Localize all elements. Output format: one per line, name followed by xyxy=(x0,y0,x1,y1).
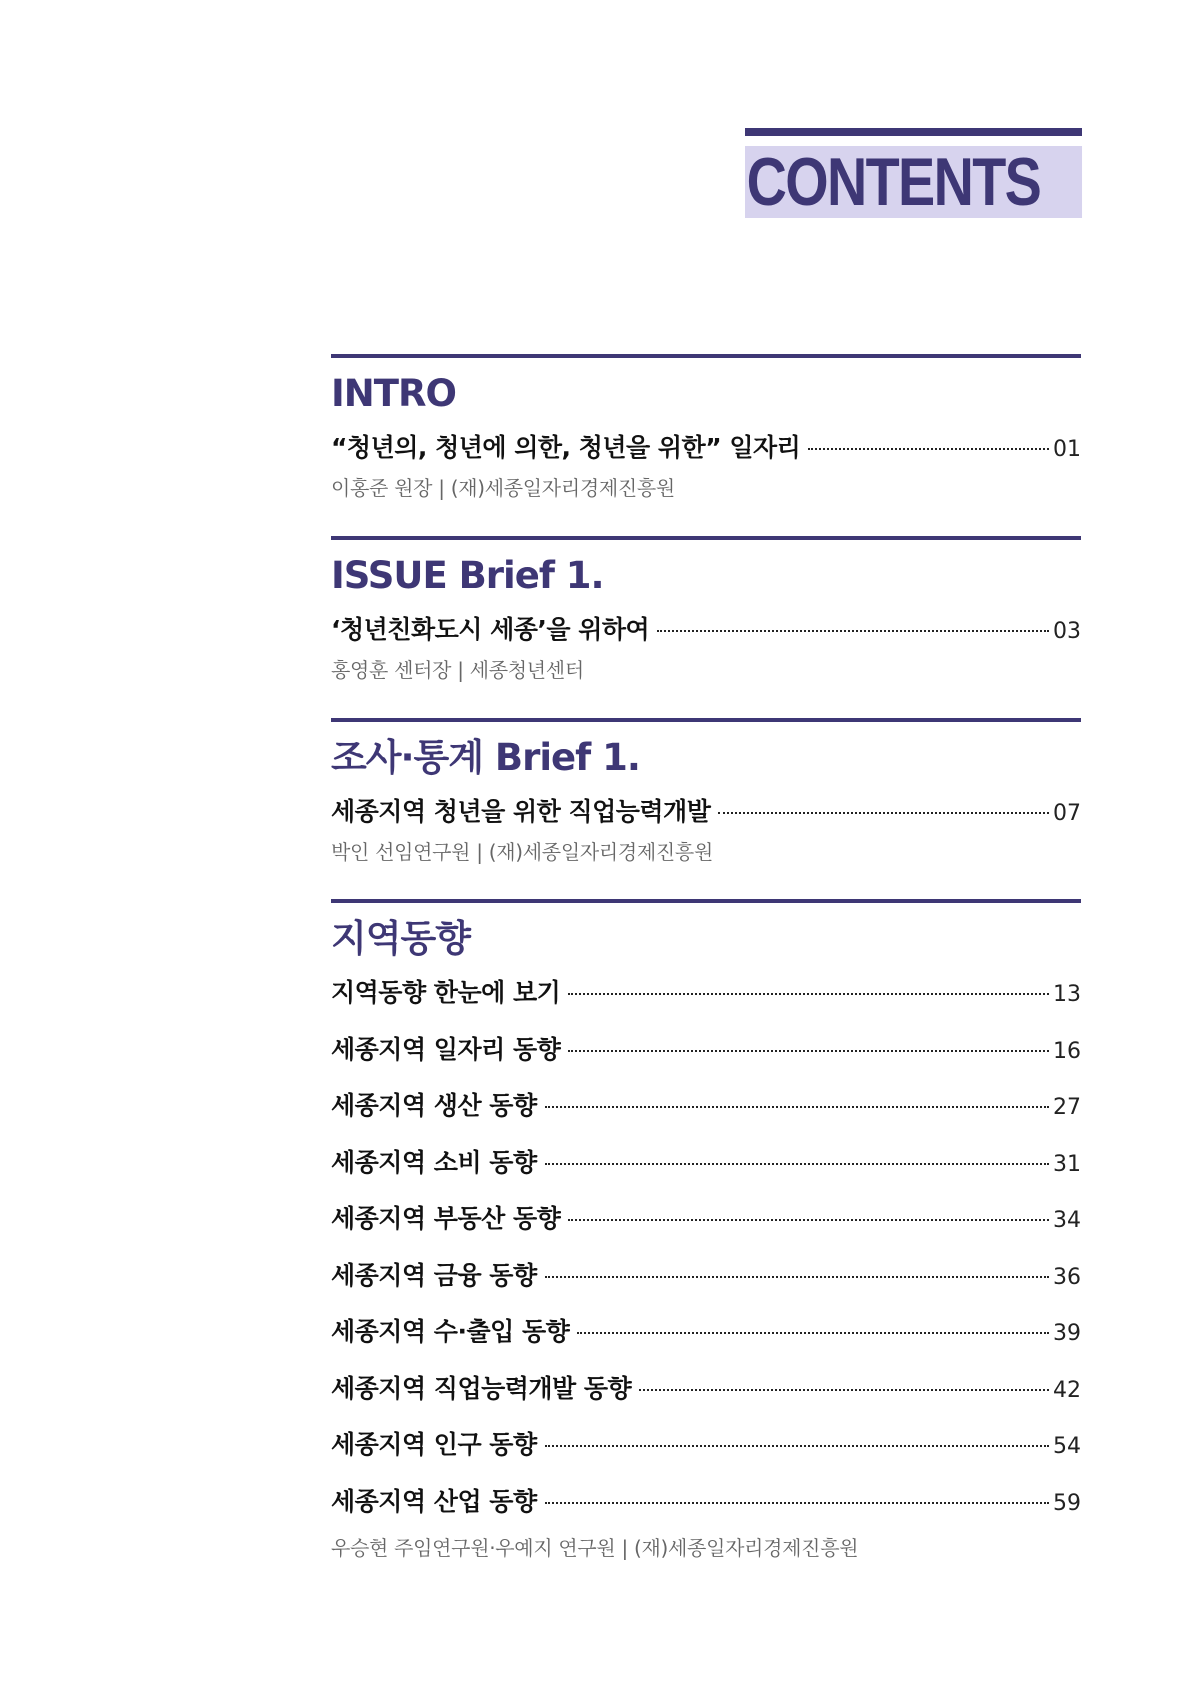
toc-entry-page: 27 xyxy=(1053,1095,1081,1120)
contents-top-bar xyxy=(745,128,1082,136)
toc-entry-title: ‘청년친화도시 세종’을 위하여 xyxy=(331,615,650,644)
section-divider xyxy=(331,536,1081,540)
toc-entry-title: 지역동향 한눈에 보기 xyxy=(331,978,561,1007)
toc-entry[interactable] xyxy=(331,1310,1081,1367)
dot-leader xyxy=(577,1332,1049,1334)
section-intro xyxy=(331,354,1081,500)
toc-entry-page: 01 xyxy=(1053,437,1081,462)
contents-header xyxy=(745,128,1082,218)
dot-leader xyxy=(568,1050,1049,1052)
toc-entry[interactable] xyxy=(331,1084,1081,1141)
toc-entry-page: 36 xyxy=(1053,1264,1081,1290)
section-divider xyxy=(331,354,1081,358)
toc-entry[interactable] xyxy=(331,1197,1081,1254)
toc-entry-page: 34 xyxy=(1053,1208,1081,1233)
toc-entry[interactable] xyxy=(331,1480,1081,1537)
toc-entry-page: 07 xyxy=(1053,801,1081,826)
toc-entry-title: 세종지역 산업 동향 xyxy=(331,1486,537,1516)
toc-entry-title: 세종지역 부동산 동향 xyxy=(331,1204,561,1233)
toc-entry-title: 세종지역 일자리 동향 xyxy=(331,1034,561,1064)
toc-entry-title: 세종지역 금융 동향 xyxy=(331,1260,537,1290)
dot-leader xyxy=(718,812,1049,814)
toc-entry-page: 16 xyxy=(1053,1038,1081,1064)
dot-leader xyxy=(639,1389,1049,1391)
dot-leader xyxy=(545,1502,1049,1504)
contents-title: CONTENTS xyxy=(745,146,1082,218)
toc-entry-title: 세종지역 수·출입 동향 xyxy=(331,1317,570,1346)
section-divider xyxy=(331,899,1081,903)
toc-entry-title: “청년의, 청년에 의한, 청년을 위한” 일자리 xyxy=(331,433,801,462)
toc-entry[interactable] xyxy=(331,971,1081,1028)
toc-entry[interactable] xyxy=(331,1028,1081,1085)
toc-entry-page: 03 xyxy=(1053,619,1081,644)
toc-entry[interactable] xyxy=(331,790,1081,846)
toc-entry-page: 59 xyxy=(1053,1490,1081,1516)
section-heading: 조사·통계 Brief 1. xyxy=(331,736,640,779)
section-survey-brief xyxy=(331,718,1081,864)
toc-entry[interactable] xyxy=(331,426,1081,482)
dot-leader xyxy=(808,448,1049,450)
section-regional-trends xyxy=(331,899,1081,1560)
dot-leader xyxy=(545,1276,1049,1278)
section-author: 홍영훈 센터장 | 세종청년센터 xyxy=(331,658,584,682)
toc-entry[interactable] xyxy=(331,1141,1081,1198)
section-divider xyxy=(331,718,1081,722)
section-heading: INTRO xyxy=(331,372,456,415)
dot-leader xyxy=(545,1163,1049,1165)
dot-leader xyxy=(545,1445,1049,1447)
toc-entry[interactable] xyxy=(331,1367,1081,1424)
toc-entry-page: 31 xyxy=(1053,1151,1081,1177)
toc-entry-title: 세종지역 인구 동향 xyxy=(331,1430,537,1459)
toc-entry-title: 세종지역 청년을 위한 직업능력개발 xyxy=(331,797,711,826)
toc-entry[interactable] xyxy=(331,608,1081,664)
toc-entry-page: 13 xyxy=(1053,982,1081,1007)
toc-entry-page: 54 xyxy=(1053,1434,1081,1459)
section-author: 박인 선임연구원 | (재)세종일자리경제진흥원 xyxy=(331,840,713,864)
toc-entry-title: 세종지역 소비 동향 xyxy=(331,1147,537,1177)
section-author: 우승현 주임연구원·우예지 연구원 | (재)세종일자리경제진흥원 xyxy=(331,1536,859,1560)
dot-leader xyxy=(568,993,1049,995)
toc-entry-title: 세종지역 직업능력개발 동향 xyxy=(331,1373,632,1403)
section-heading: 지역동향 xyxy=(331,917,470,960)
toc-entry-title: 세종지역 생산 동향 xyxy=(331,1091,537,1120)
toc-entry-page: 42 xyxy=(1053,1377,1081,1403)
dot-leader xyxy=(545,1106,1049,1108)
toc-entry-page: 39 xyxy=(1053,1321,1081,1346)
section-heading: ISSUE Brief 1. xyxy=(331,554,604,597)
dot-leader xyxy=(657,630,1049,632)
section-issue-brief xyxy=(331,536,1081,682)
toc-entry[interactable] xyxy=(331,1254,1081,1311)
dot-leader xyxy=(568,1219,1049,1221)
toc-entry[interactable] xyxy=(331,1423,1081,1480)
section-author: 이홍준 원장 | (재)세종일자리경제진흥원 xyxy=(331,476,675,500)
